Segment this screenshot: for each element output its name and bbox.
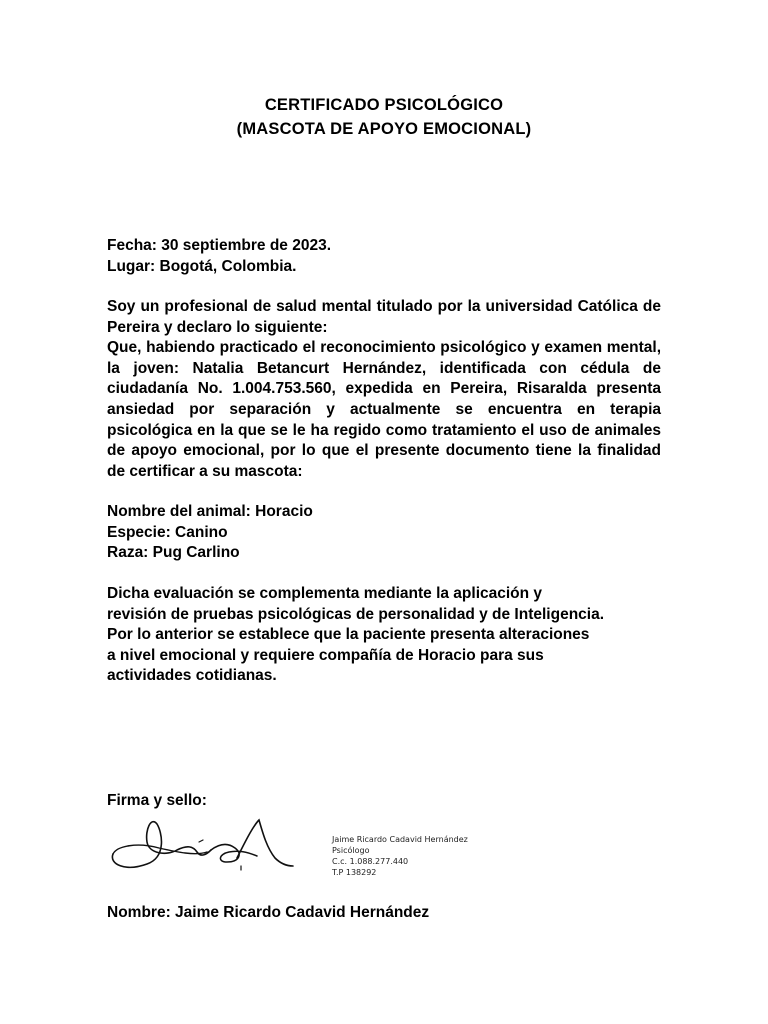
signature-stamp bbox=[332, 834, 482, 878]
stamp-name: Jaime Ricardo Cadavid Hernández bbox=[332, 835, 468, 844]
evaluation-line-3: Por lo anterior se establece que la paciente presenta alteraciones bbox=[107, 626, 590, 644]
body-paragraph-2: Que, habiendo practicado el reconocimiento psicológico y examen mental, la joven: Natalia Betancurt Hernández, identificada con cédula de ciudadanía No. 1.004.753.560, expedida en Pereira, Risaralda presenta ansiedad por separación y actualmente se encuentra en terapia psicológica en la que se le ha regido como tratamiento el uso de animales de apoyo emocional, por lo que el presente documento tiene la finalidad de certificar a su mascota: bbox=[107, 339, 661, 480]
animal-species-line: Especie: Canino bbox=[107, 523, 228, 541]
evaluation-line-2: revisión de pruebas psicológicas de personalidad y de Inteligencia. bbox=[107, 605, 605, 623]
stamp-title: Psicólogo bbox=[332, 846, 370, 855]
title-line-2: (MASCOTA DE APOYO EMOCIONAL) bbox=[236, 120, 532, 138]
signature-stamp-area bbox=[107, 812, 477, 887]
evaluation-line-4: a nivel emocional y requiere compañía de Horacio para sus bbox=[107, 646, 544, 664]
title-line-1: CERTIFICADO PSICOLÓGICO bbox=[264, 96, 504, 114]
document-title bbox=[0, 93, 768, 141]
stamp-tp: T.P 138292 bbox=[332, 868, 377, 877]
firma-label: Firma y sello: bbox=[107, 792, 207, 809]
animal-breed-line: Raza: Pug Carlino bbox=[107, 544, 240, 562]
animal-name-line: Nombre del animal: Horacio bbox=[107, 503, 313, 520]
animal-info bbox=[107, 502, 661, 564]
body-paragraph-1: Soy un profesional de salud mental titulado por la universidad Católica de Pereira y declaro lo siguiente: bbox=[107, 298, 661, 336]
evaluation-line-1: Dicha evaluación se complementa mediante la aplicación y bbox=[107, 585, 543, 602]
fecha-line: Fecha: 30 septiembre de 2023. bbox=[107, 237, 332, 254]
evaluation-paragraph bbox=[107, 584, 661, 687]
stamp-cc: C.c. 1.088.277.440 bbox=[332, 857, 409, 866]
meta-block bbox=[107, 236, 661, 277]
body-text bbox=[107, 297, 661, 482]
lugar-line: Lugar: Bogotá, Colombia. bbox=[107, 257, 297, 275]
handwritten-signature bbox=[107, 812, 307, 887]
evaluation-line-5: actividades cotidianas. bbox=[107, 667, 277, 685]
signer-name: Nombre: Jaime Ricardo Cadavid Hernández bbox=[107, 904, 430, 921]
